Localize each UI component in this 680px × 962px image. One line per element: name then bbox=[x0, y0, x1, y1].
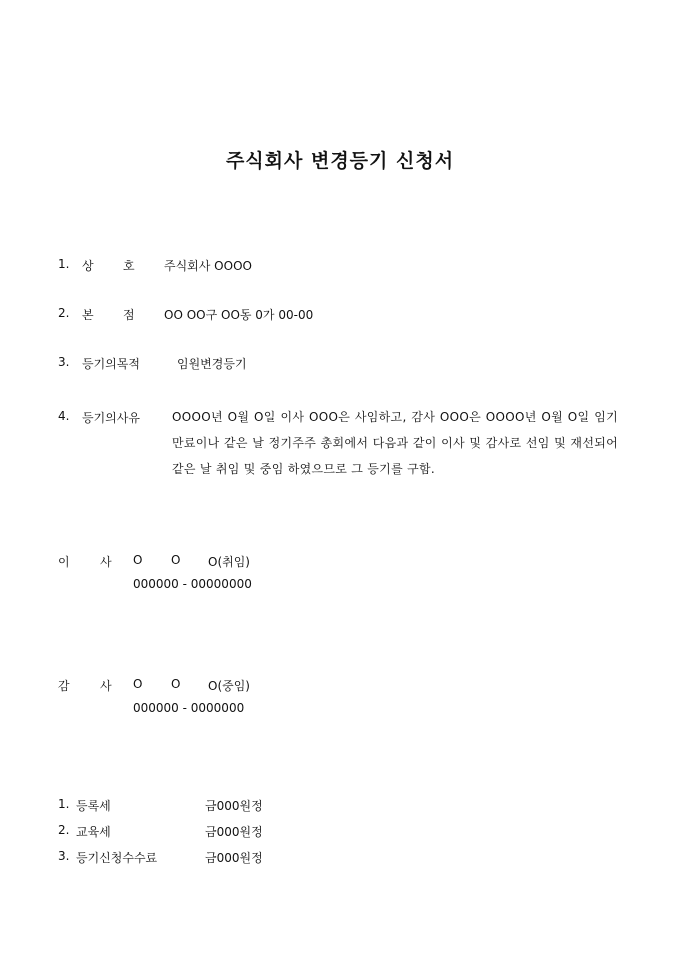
fee-label: 교육세 bbox=[76, 825, 111, 839]
item-reason-value: OOOO년 O월 O일 이사 OOO은 사임하고, 감사 OOO은 OOOO년 O월 O일 임기만료이나 같은 날 정기주주 총회에서 다음과 같이 이사 및 감사로 선임 및 재선되어 같은 날 취임 및 중임 하였으므로 그 등기를 구함. bbox=[172, 410, 618, 476]
item-purpose-number: 3. bbox=[58, 355, 70, 369]
item-reason-number: 4. bbox=[58, 409, 70, 423]
item-purpose-label: 등기의목적 bbox=[82, 357, 140, 371]
auditor-id-number: 000000 - 0000000 bbox=[133, 701, 245, 715]
auditor-label-b: 사 bbox=[100, 679, 112, 693]
item-purpose-value: 임원변경등기 bbox=[177, 357, 247, 371]
director-name-part-2: O bbox=[171, 553, 181, 567]
director-label-b: 사 bbox=[100, 555, 112, 569]
item-reason-label: 등기의사유 bbox=[82, 411, 140, 425]
item-shop-value: 주식회사 OOOO bbox=[164, 259, 252, 273]
item-shop-label-a: 상 bbox=[82, 259, 94, 273]
item-shop-label-b: 호 bbox=[123, 259, 135, 273]
fee-number: 3. bbox=[58, 849, 70, 863]
fee-label: 등록세 bbox=[76, 799, 111, 813]
item-branch-value: OO OO구 OO동 0가 00-00 bbox=[164, 308, 314, 322]
director-label-a: 이 bbox=[58, 555, 70, 569]
document-title: 주식회사 변경등기 신청서 bbox=[225, 150, 455, 172]
fee-label: 등기신청수수료 bbox=[76, 851, 158, 865]
fee-value: 금000원정 bbox=[205, 825, 263, 839]
auditor-name-part-2: O bbox=[171, 677, 181, 691]
director-name-part-1: O bbox=[133, 553, 143, 567]
auditor-label-a: 감 bbox=[58, 679, 70, 693]
auditor-name-part-3: O(중임) bbox=[208, 679, 250, 693]
item-branch-label-a: 본 bbox=[82, 308, 94, 322]
fee-number: 1. bbox=[58, 797, 70, 811]
director-name-part-3: O(취임) bbox=[208, 555, 250, 569]
fee-value: 금000원정 bbox=[205, 799, 263, 813]
fee-number: 2. bbox=[58, 823, 70, 837]
item-branch-label-b: 점 bbox=[123, 308, 135, 322]
fee-value: 금000원정 bbox=[205, 851, 263, 865]
auditor-name-part-1: O bbox=[133, 677, 143, 691]
item-branch-number: 2. bbox=[58, 306, 70, 320]
director-id-number: 000000 - 00000000 bbox=[133, 577, 252, 591]
item-shop-number: 1. bbox=[58, 257, 70, 271]
